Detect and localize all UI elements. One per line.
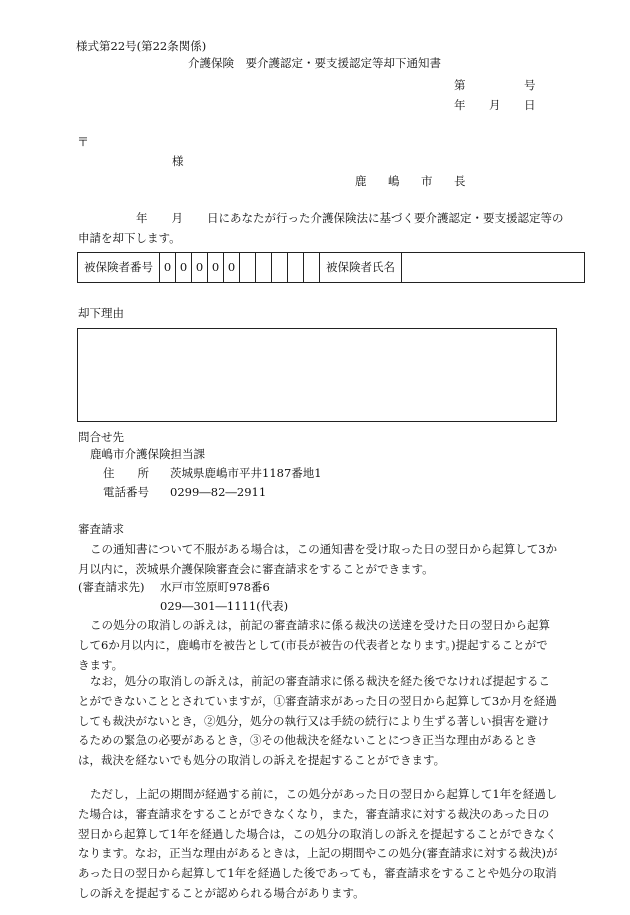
request-to-phone: 029―301―1111(代表) (160, 599, 289, 613)
document-title: 介護保険 要介護認定・要支援認定等却下通知書 (188, 56, 441, 70)
contact-phone: 0299―82―2911 (170, 485, 267, 499)
date-year-label: 年 (454, 98, 466, 112)
insured-number-digit: 0 (208, 253, 224, 283)
notice-year: 年 (136, 211, 148, 225)
insured-name-value (402, 253, 585, 283)
contact-department: 鹿嶋市介護保険担当課 (90, 447, 205, 461)
contact-heading: 問合せ先 (78, 430, 124, 444)
insured-number-digit: 0 (224, 253, 240, 283)
reason-box (77, 328, 557, 422)
postal-mark: 〒 (77, 135, 90, 149)
insured-name-label: 被保険者氏名 (320, 253, 402, 283)
number-label: 第 (454, 78, 466, 92)
contact-address-label: 住 所 (103, 466, 149, 480)
insured-number-digit (256, 253, 272, 283)
insured-number-digit (288, 253, 304, 283)
recipient-honorific: 様 (172, 154, 184, 168)
lawsuit-paragraph: この処分の取消しの訴えは，前記の審査請求に係る裁決の送達を受けた日の翌日から起算して6か月以内に，鹿嶋市を被告として(市長が被告の代表者となります。)提起することができます。 (78, 618, 550, 672)
notice-text (78, 209, 568, 249)
contact-phone-label: 電話番号 (103, 485, 149, 499)
insured-number-digit (272, 253, 288, 283)
insured-number-digit (240, 253, 256, 283)
insured-number-digit (304, 253, 320, 283)
date-day-label: 日 (524, 98, 536, 112)
number-suffix: 号 (524, 78, 536, 92)
notice-body: 日にあなたが行った介護保険法に基づく要介護認定・要支援認定等の申請を却下します。 (78, 211, 564, 245)
review-paragraph: この通知書について不服がある場合は，この通知書を受け取った日の翌日から起算して3か月以内に，茨城県介護保険審査会に審査請求をすることができます。 (78, 542, 558, 576)
contact-address: 茨城県鹿嶋市平井1187番地1 (170, 466, 322, 480)
insured-number-digit: 0 (192, 253, 208, 283)
notice-month: 月 (171, 211, 183, 225)
sender-name: 鹿 嶋 市 長 (355, 174, 471, 188)
request-to-label: (審査請求先) (78, 580, 145, 594)
lawsuit-exception-paragraph: なお，処分の取消しの訴えは，前記の審査請求に係る裁決を経た後でなければ提起することができないこととされていますが，①審査請求があった日の翌日から起算して3か月を経過しても裁決がないとき，②処分，処分の執行又は手続の続行により生ずる著しい損害を避けるための緊急の必要があるとき，③その他裁決を経ないことにつき正当な理由があるときは，裁決を経ないでも処分の取消しの訴えを提起することができます。 (78, 674, 557, 768)
deadline-paragraph: ただし，上記の期間が経過する前に，この処分があった日の翌日から起算して1年を経過した場合は，審査請求をすることができなくなり，また，審査請求に対する裁決のあった日の翌日から起算して1年を経過した場合は，この処分の取消しの訴えを提起することができなくなります。なお，正当な理由があるときは，上記の期間やこの処分(審査請求に対する裁決)があった日の翌日から起算して1年を経過した後であっても，審査請求をすることや処分の取消しの訴えを提起することが認められる場合があります。 (78, 787, 558, 900)
request-to-address: 水戸市笠原町978番6 (160, 580, 270, 594)
date-month-label: 月 (489, 98, 501, 112)
insured-number-digit: 0 (176, 253, 192, 283)
insured-number-label: 被保険者番号 (78, 253, 160, 283)
review-heading: 審査請求 (78, 522, 124, 536)
insured-table (77, 252, 585, 283)
form-number: 様式第22号(第22条関係) (76, 39, 207, 53)
insured-number-digit: 0 (160, 253, 176, 283)
reason-label: 却下理由 (78, 306, 124, 320)
